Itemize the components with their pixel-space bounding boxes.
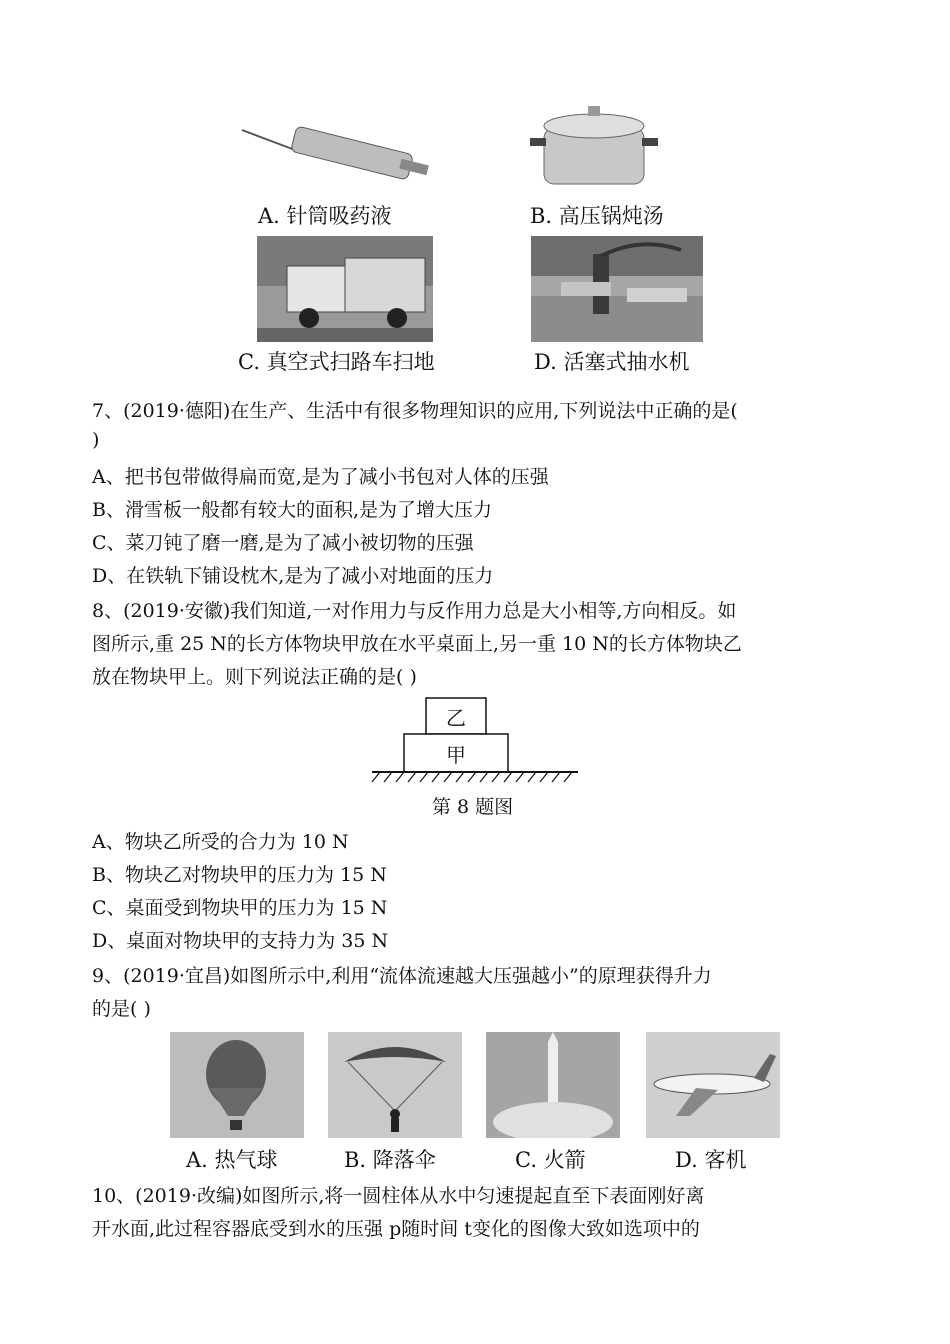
q10-stem-line1: 10、(2019·改编)如图所示,将一圆柱体从水中匀速提起直至下表面刚好离 — [92, 1185, 705, 1207]
q8-figure-caption: 第 8 题图 — [432, 796, 514, 818]
block-jia-label: 甲 — [446, 743, 466, 767]
piston-pump-image — [531, 236, 703, 342]
airliner-image — [646, 1032, 780, 1138]
q7-stem-line1: 7、(2019·德阳)在生产、生活中有很多物理知识的应用,下列说法中正确的是( — [92, 400, 738, 422]
syringe-image — [240, 122, 432, 190]
option-d-caption: D. 活塞式抽水机 — [534, 350, 690, 374]
q9-option-d: D. 客机 — [675, 1148, 747, 1172]
q8-option-c: C、桌面受到物块甲的压力为 15 N — [92, 897, 388, 919]
parachute-image — [328, 1032, 462, 1138]
q8-figure — [370, 694, 580, 788]
q8-stem-line1: 8、(2019·安徽)我们知道,一对作用力与反作用力总是大小相等,方向相反。如 — [92, 600, 737, 622]
street-sweeper-image — [257, 236, 433, 342]
q9-option-a: A. 热气球 — [186, 1148, 278, 1172]
q9-option-c: C. 火箭 — [515, 1148, 586, 1172]
pressure-cooker-image — [530, 98, 658, 190]
rocket-image — [486, 1032, 620, 1138]
q8-stem-line3: 放在物块甲上。则下列说法正确的是( ) — [92, 666, 417, 688]
q8-option-a: A、物块乙所受的合力为 10 N — [92, 831, 349, 853]
q9-stem-line1: 9、(2019·宜昌)如图所示中,利用“流体流速越大压强越小”的原理获得升力 — [92, 965, 712, 987]
q7-stem-line2: ) — [92, 429, 100, 451]
q8-option-b: B、物块乙对物块甲的压力为 15 N — [92, 864, 387, 886]
q7-option-d: D、在铁轨下铺设枕木,是为了减小对地面的压力 — [92, 565, 494, 587]
q10-stem-line2: 开水面,此过程容器底受到水的压强 p随时间 t变化的图像大致如选项中的 — [92, 1218, 700, 1240]
q7-option-b: B、滑雪板一般都有较大的面积,是为了增大压力 — [92, 499, 493, 521]
q8-stem-line2: 图所示,重 25 N的长方体物块甲放在水平桌面上,另一重 10 N的长方体物块乙 — [92, 633, 742, 655]
q9-stem-line2: 的是( ) — [92, 998, 151, 1020]
hot-air-balloon-image — [170, 1032, 304, 1138]
option-b-caption: B. 高压锅炖汤 — [530, 204, 664, 228]
q8-option-d: D、桌面对物块甲的支持力为 35 N — [92, 930, 389, 952]
option-a-caption: A. 针筒吸药液 — [258, 204, 392, 228]
block-yi-label: 乙 — [446, 706, 466, 730]
q7-option-a: A、把书包带做得扁而宽,是为了减小书包对人体的压强 — [92, 466, 549, 488]
q9-option-b: B. 降落伞 — [344, 1148, 436, 1172]
option-c-caption: C. 真空式扫路车扫地 — [238, 350, 435, 374]
q7-option-c: C、菜刀钝了磨一磨,是为了减小被切物的压强 — [92, 532, 474, 554]
